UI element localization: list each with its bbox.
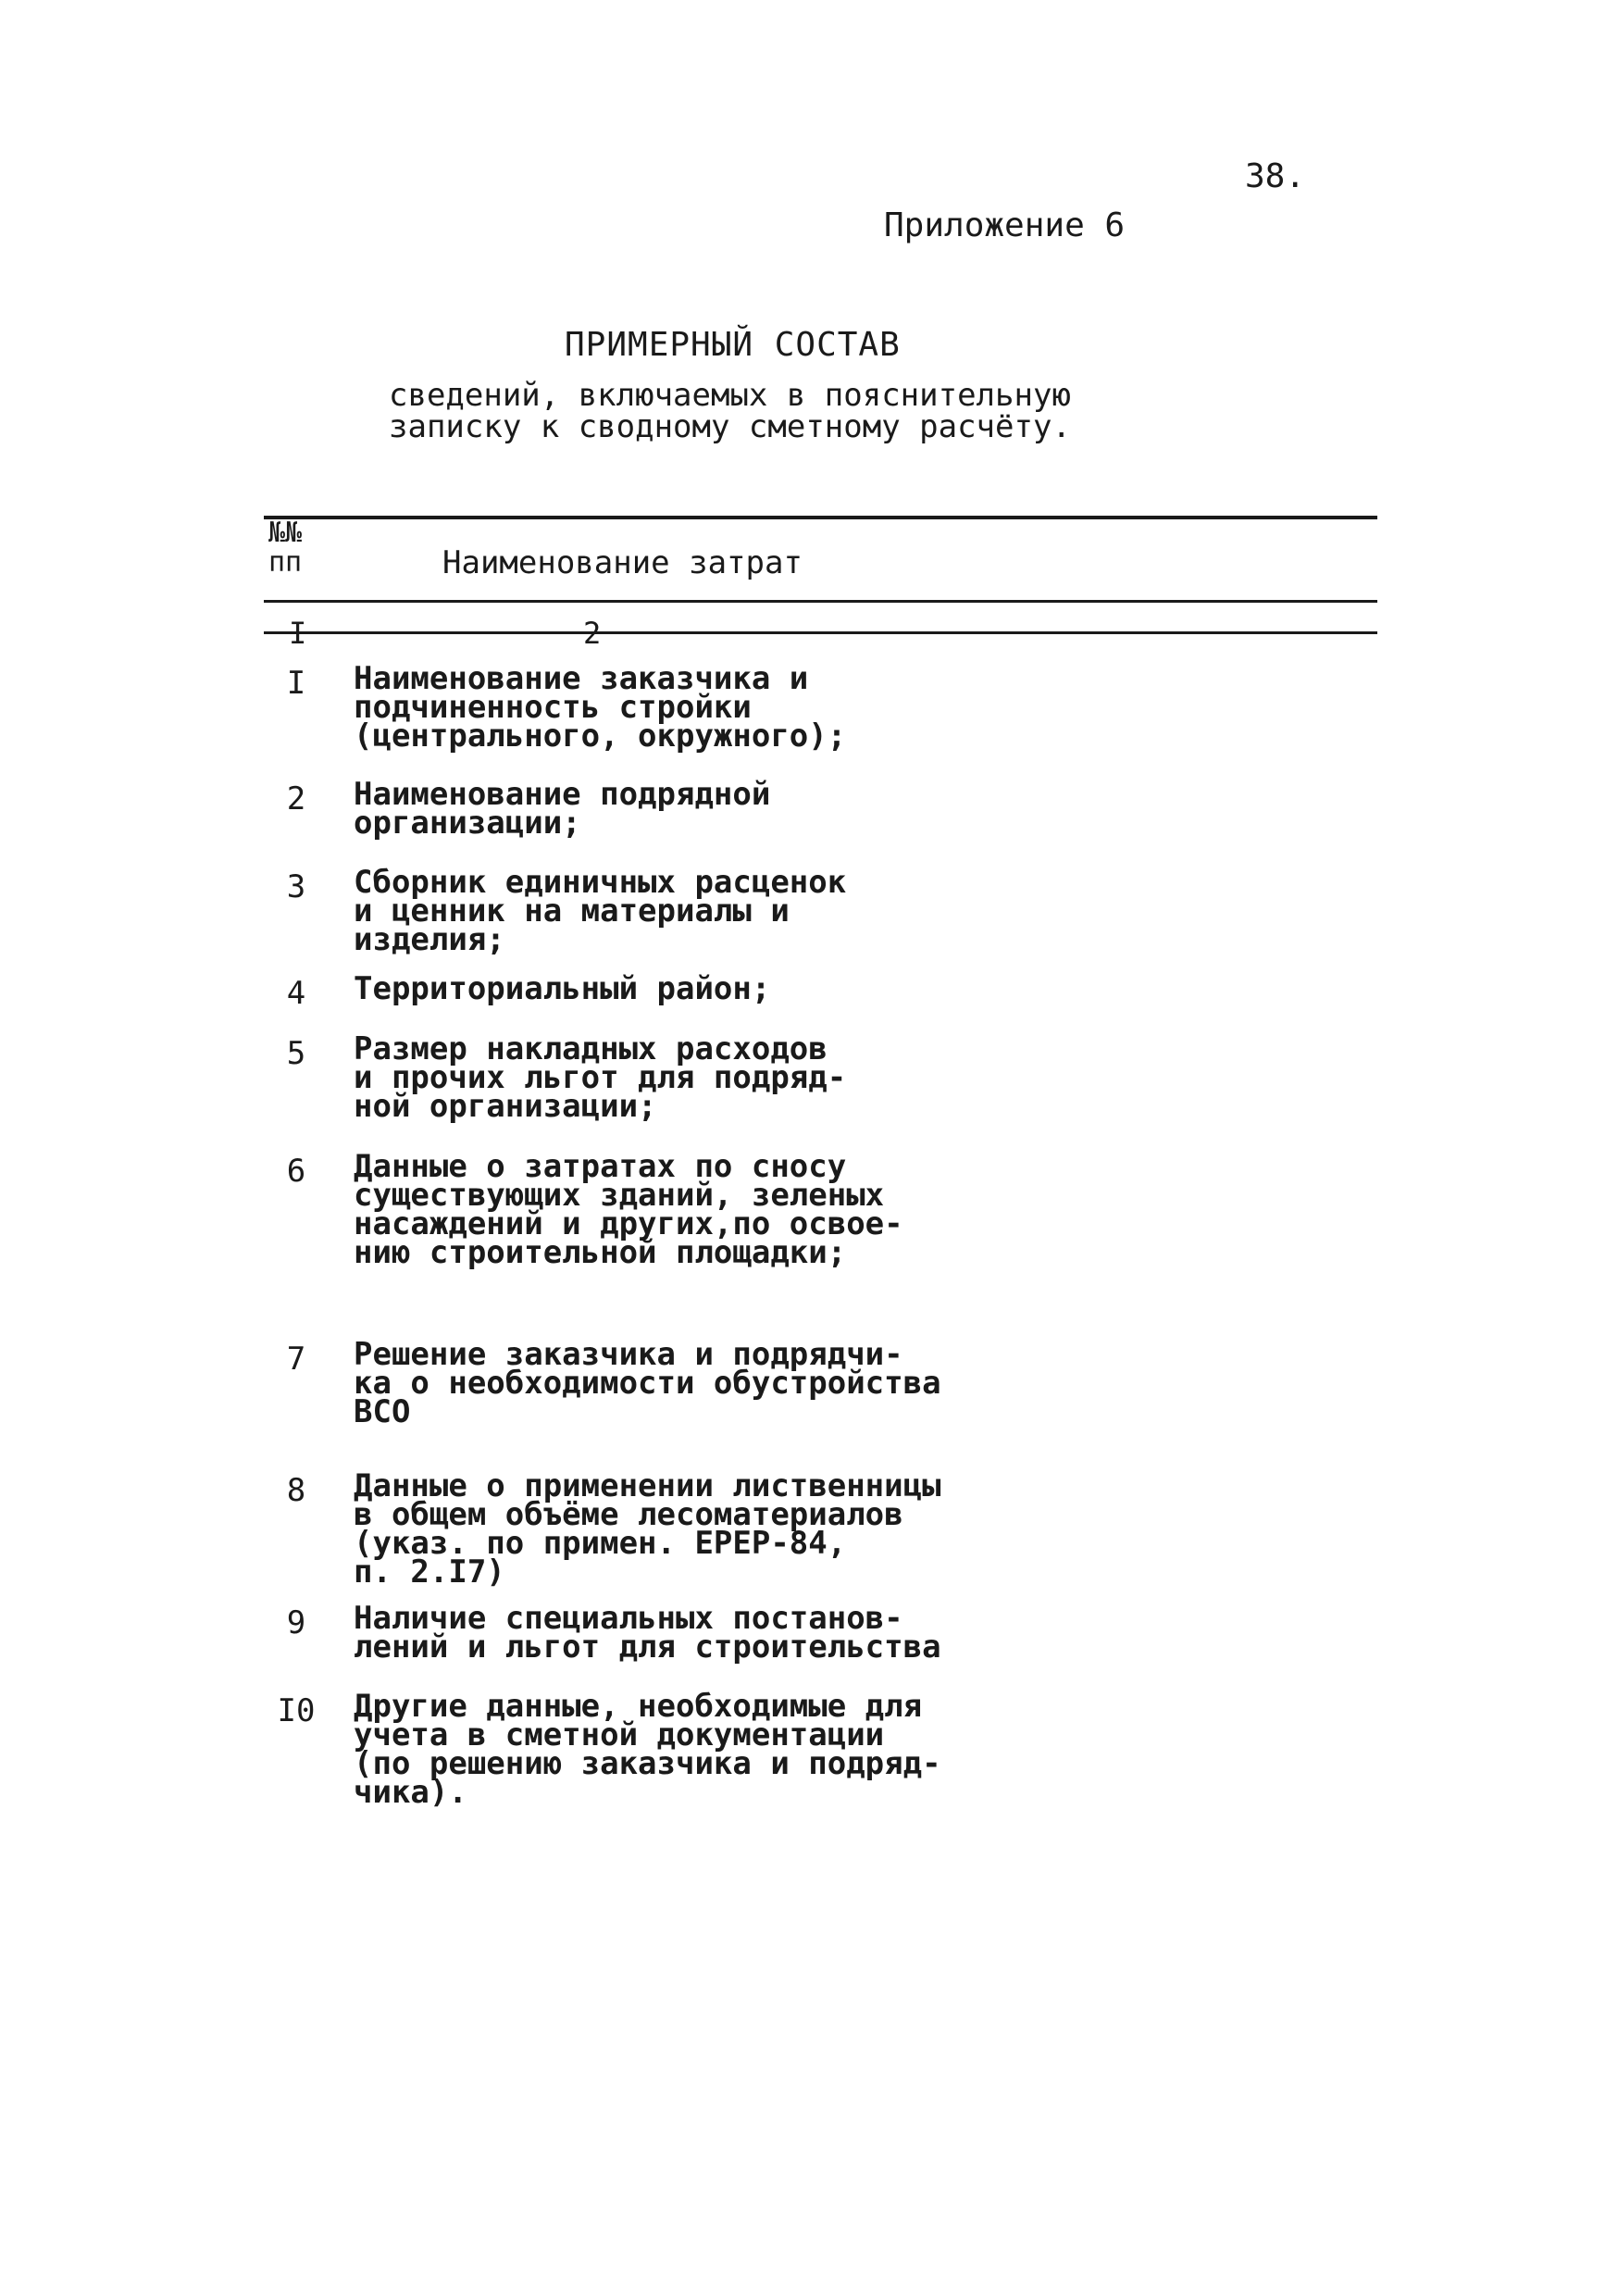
- row-number: 7: [286, 1341, 306, 1378]
- subtitle-line: сведений, включаемых в пояснительную: [389, 377, 1071, 414]
- header-name-column: Наименование затрат: [442, 544, 803, 581]
- row-text: Решение заказчика и подрядчи- ка о необходимости обустройства ВСО: [354, 1336, 941, 1430]
- subtitle-line: записку к сводному сметному расчёту.: [389, 408, 1071, 445]
- header-number-column: №№ пп: [268, 517, 303, 579]
- table-top-rule: [264, 516, 1377, 519]
- row-number: 4: [286, 975, 306, 1012]
- row-text: Наименование подрядной организации;: [354, 776, 771, 842]
- row-number: 5: [286, 1035, 306, 1072]
- row-text: Наличие специальных постанов- лений и льгот для строительства: [354, 1600, 941, 1666]
- document-subtitle: [389, 377, 1071, 445]
- column-numbers-rule: [264, 631, 1377, 634]
- row-number: 6: [286, 1153, 306, 1190]
- header-bottom-rule: [264, 600, 1377, 603]
- row-text: Территориальный район;: [354, 970, 771, 1007]
- row-text: Другие данные, необходимые для учета в сметной документации (по решению заказчика и подряд- чика).: [354, 1688, 941, 1811]
- row-number: 3: [286, 868, 306, 905]
- row-number: I0: [277, 1692, 316, 1729]
- row-text: Сборник единичных расценок и ценник на материалы и изделия;: [354, 864, 847, 958]
- page-number: 38.: [1245, 157, 1306, 195]
- row-text: Данные о применении лиственницы в общем объёме лесоматериалов (указ. по примен. ЕРЕР-84, п. 2.I7): [354, 1467, 941, 1591]
- row-text: Наименование заказчика и подчиненность стройки (центрального, окружного);: [354, 660, 847, 755]
- row-number: 2: [286, 780, 306, 817]
- row-number: 8: [286, 1472, 306, 1509]
- row-text: Данные о затратах по сносу существующих зданий, зеленых насаждений и других,по освое- нию строительной площадки;: [354, 1148, 903, 1271]
- appendix-label: Приложение 6: [884, 206, 1126, 244]
- row-number: I: [286, 665, 306, 702]
- row-text: Размер накладных расходов и прочих льгот для подряд- ной организации;: [354, 1030, 847, 1125]
- row-number: 9: [286, 1604, 306, 1641]
- document-title: ПРИМЕРНЫЙ СОСТАВ: [565, 326, 901, 364]
